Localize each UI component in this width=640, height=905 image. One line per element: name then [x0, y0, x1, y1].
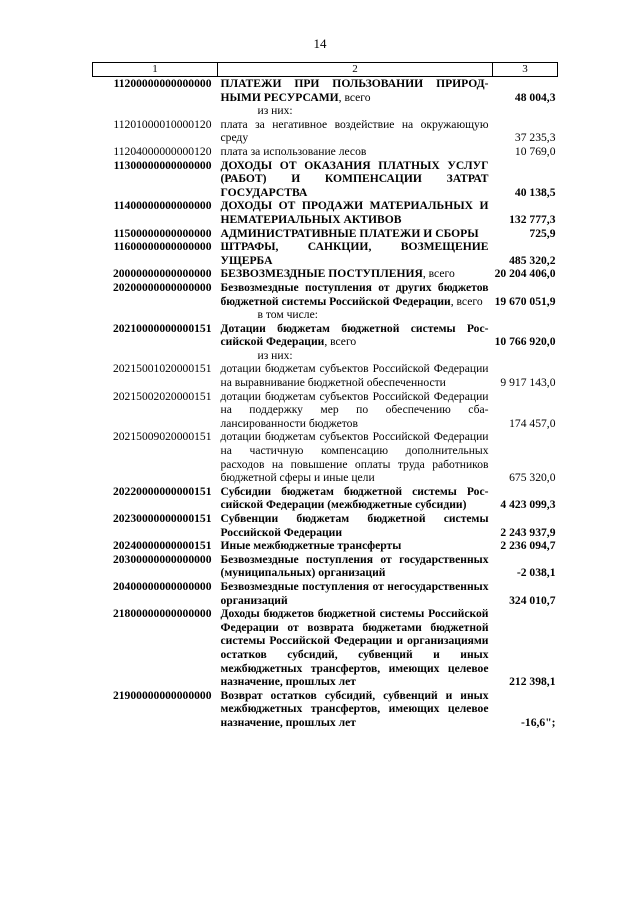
table-row [93, 390, 558, 431]
revenue-code: 20240000000000151 [112, 539, 212, 553]
table-row [93, 689, 558, 730]
table-row [93, 512, 558, 539]
revenue-title: Возврат остатков субсидий, субвенций и иных межбюджетных трансфертов, имеющих целевое назначение, прошлых лет [220, 688, 489, 729]
revenue-name [218, 77, 493, 105]
revenue-name [218, 607, 493, 689]
table-row [93, 199, 558, 226]
revenue-title: дотации бюджетам субъектов Российской Федерации на частичную компенсацию дополнительных расходов на повышение оплаты труда работников бюджетной сферы и иные цели [220, 430, 489, 485]
table-row [93, 145, 558, 159]
revenue-name [218, 145, 493, 159]
empty-cell [493, 104, 558, 118]
revenue-title: Безвозмездные поступления от негосударственных организаций [220, 579, 489, 607]
subheading-row [93, 349, 558, 363]
revenue-code: 11400000000000000 [113, 199, 212, 213]
revenue-title-suffix: , всего [422, 267, 455, 281]
table-row [93, 322, 558, 349]
revenue-code: 20215009020000151 [112, 430, 212, 444]
revenue-code: 11201000010000120 [113, 117, 212, 131]
table-row [93, 77, 558, 105]
revenue-code: 21900000000000000 [112, 688, 212, 702]
revenue-amount: 2 243 937,9 [500, 525, 556, 539]
revenue-amount: 324 010,7 [509, 593, 556, 607]
revenue-amount: 20 204 406,0 [494, 267, 556, 281]
subheading-row [93, 308, 558, 322]
revenue-amount: 48 004,3 [514, 90, 556, 104]
revenue-title: ШТРАФЫ, САНКЦИИ, ВОЗМЕЩЕНИЕ УЩЕРБА [220, 240, 489, 267]
revenue-name [218, 553, 493, 580]
revenue-code: 11500000000000000 [113, 226, 212, 240]
revenue-amount: 725,9 [529, 226, 556, 240]
revenue-name [218, 240, 493, 267]
revenue-title: ДОХОДЫ ОТ ОКАЗАНИЯ ПЛАТНЫХ УСЛУГ (РАБОТ) И КОМПЕНСАЦИИ ЗАТРАТ ГОСУДАРСТВА [220, 158, 489, 199]
revenue-code: 20220000000000151 [112, 484, 212, 498]
revenue-name [218, 118, 493, 145]
table-row [93, 267, 558, 281]
revenue-code: 11300000000000000 [113, 158, 212, 172]
revenue-title: Безвозмездные поступления от государственных (муниципальных) организаций [220, 552, 489, 580]
revenue-name [218, 512, 493, 539]
table-row [93, 227, 558, 241]
revenue-title: плата за негативное воздействие на окружающую среду [220, 117, 489, 145]
revenue-amount: 37 235,3 [514, 131, 556, 145]
revenue-code: 20215002020000151 [112, 389, 212, 403]
revenue-amount: 9 917 143,0 [500, 376, 556, 390]
revenue-amount: 4 423 099,3 [500, 498, 556, 512]
revenue-code: 20000000000000000 [112, 267, 212, 281]
table-row [93, 362, 558, 389]
empty-cell [493, 308, 558, 322]
revenue-title: Иные межбюджетные трансферты [220, 539, 402, 553]
revenue-title: АДМИНИСТРАТИВНЫЕ ПЛАТЕЖИ И СБОРЫ [220, 226, 479, 240]
revenue-name [218, 227, 493, 241]
revenue-name [218, 267, 493, 281]
revenue-amount: 40 138,5 [514, 185, 556, 199]
table-row [93, 240, 558, 267]
revenue-code: 21800000000000000 [112, 607, 212, 621]
revenue-title-suffix: , всего [324, 335, 357, 349]
revenue-title: Доходы бюджетов бюджетной системы Российской Федерации от возврата бюджетами бюджетной системы Российской Федерации и организациями остатков субсидий, субвенций и иных межбюджетных трансфертов, имеющих целевое назначение, прошлых лет [220, 607, 489, 689]
revenue-name [218, 390, 493, 431]
revenue-code: 20400000000000000 [112, 579, 212, 593]
table-row [93, 607, 558, 689]
revenue-title: Субсидии бюджетам бюджетной системы Российской Федерации (межбюджетные субсидии) [220, 484, 489, 512]
revenue-name [218, 580, 493, 607]
revenue-amount: 675 320,0 [509, 471, 556, 485]
revenue-title: плата за использование лесов [220, 144, 367, 158]
column-header-2: 2 [218, 63, 493, 77]
revenue-code: 20230000000000151 [112, 512, 212, 525]
column-header-1: 1 [93, 63, 218, 77]
revenue-name [218, 199, 493, 226]
revenue-amount: 485 320,2 [509, 253, 556, 267]
empty-cell [93, 308, 218, 322]
subheading-text: в том числе: [257, 308, 318, 322]
revenue-name [218, 362, 493, 389]
revenue-code: 11200000000000000 [113, 77, 212, 90]
budget-revenue-table [92, 62, 558, 730]
revenue-title: БЕЗВОЗМЕЗДНЫЕ ПОСТУПЛЕНИЯ [220, 267, 423, 281]
revenue-amount: 174 457,0 [509, 416, 556, 430]
column-header-3: 3 [493, 63, 558, 77]
revenue-name [218, 689, 493, 730]
revenue-code: 20300000000000000 [112, 552, 212, 566]
revenue-title: ДОХОДЫ ОТ ПРОДАЖИ МАТЕРИАЛЬНЫХ И НЕМАТЕРИАЛЬНЫХ АКТИВОВ [220, 199, 489, 226]
revenue-title: дотации бюджетам субъектов Российской Федерации на выравнивание бюджетной обеспеченности [220, 362, 489, 390]
table-row [93, 118, 558, 145]
revenue-name [218, 430, 493, 484]
table-body [93, 77, 558, 730]
revenue-name [218, 539, 493, 553]
table-row [93, 553, 558, 580]
table-row [93, 159, 558, 200]
revenue-title: Субвенции бюджетам бюджетной системы Российской Федерации [220, 512, 489, 539]
revenue-amount: 10 769,0 [514, 144, 556, 158]
table-row [93, 539, 558, 553]
empty-cell [93, 104, 218, 118]
revenue-amount: 19 670 051,9 [494, 294, 556, 308]
revenue-title-suffix: , всего [338, 90, 371, 104]
table-row [93, 485, 558, 512]
column-number-header-row [93, 63, 558, 77]
revenue-amount: 132 777,3 [509, 212, 556, 226]
revenue-code: 11600000000000000 [113, 240, 212, 254]
revenue-name [218, 485, 493, 512]
subheading-text: из них: [257, 348, 293, 362]
revenue-code: 20215001020000151 [112, 362, 212, 376]
revenue-name [218, 159, 493, 200]
subheading-text: из них: [257, 104, 293, 118]
revenue-amount: -16,6"; [521, 715, 556, 729]
revenue-title: Безвозмездные поступления от других бюджетов бюджетной системы Российской Федерации [220, 280, 489, 308]
empty-cell [493, 349, 558, 363]
revenue-code: 20210000000000151 [112, 321, 212, 335]
table-row [93, 580, 558, 607]
revenue-amount: 2 236 094,7 [500, 539, 556, 553]
revenue-code: 20200000000000000 [112, 280, 212, 294]
revenue-title: дотации бюджетам субъектов Российской Федерации на поддержку мер по обеспечению сбалансированности бюджетов [220, 389, 489, 430]
table-row [93, 281, 558, 308]
revenue-title-suffix: , всего [450, 294, 483, 308]
table-row [93, 430, 558, 484]
empty-cell [93, 349, 218, 363]
revenue-name [218, 281, 493, 308]
subheading-row [93, 104, 558, 118]
revenue-name [218, 322, 493, 349]
revenue-title: ПЛАТЕЖИ ПРИ ПОЛЬЗОВАНИИ ПРИРОДНЫМИ РЕСУРСАМИ [220, 77, 489, 104]
revenue-amount: 212 398,1 [509, 675, 556, 689]
revenue-amount: 10 766 920,0 [494, 335, 556, 349]
page-number: 14 [313, 36, 327, 51]
revenue-code: 11204000000000120 [113, 144, 212, 158]
revenue-title: Дотации бюджетам бюджетной системы Российской Федерации [220, 321, 489, 349]
revenue-amount: -2 038,1 [516, 566, 556, 580]
